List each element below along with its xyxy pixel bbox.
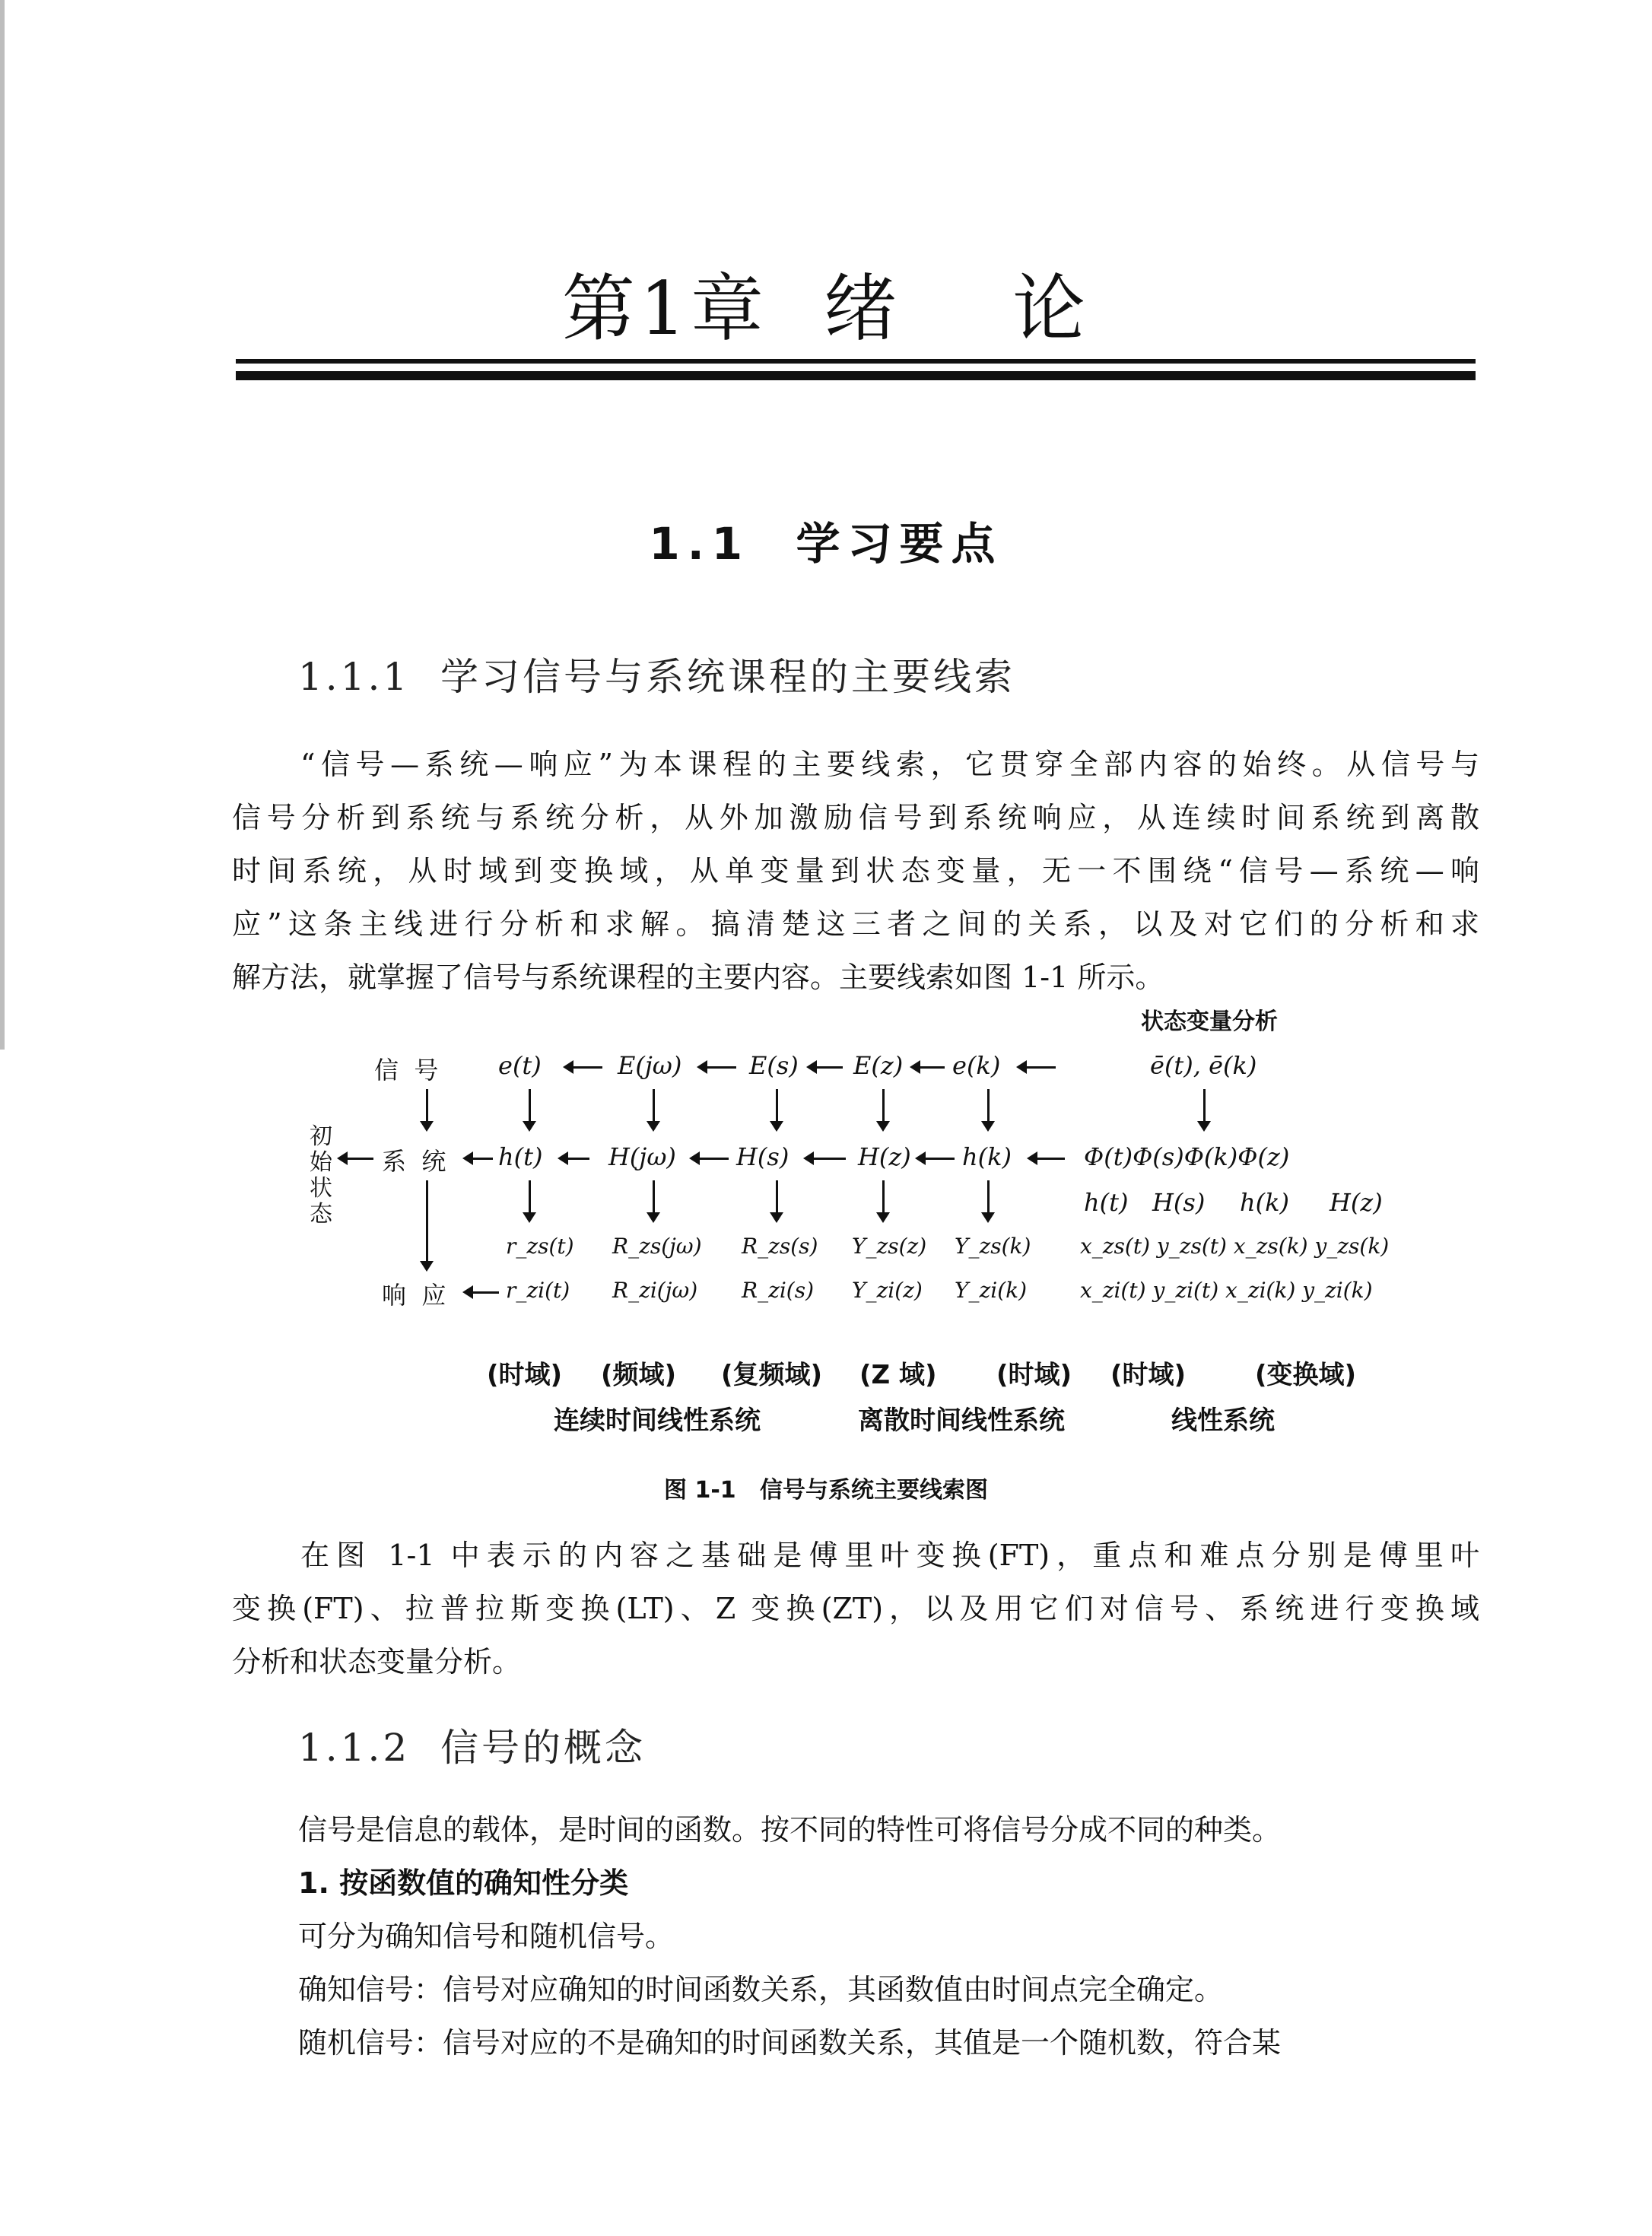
paragraph-line: 在图 1-1 中表示的内容之基础是傅里叶变换(FT)，重点和难点分别是傅里叶 <box>300 1539 1479 1572</box>
signal-e-k: e(k) <box>952 1051 1001 1080</box>
subsection-title-1-1-1: 1.1.1 学习信号与系统课程的主要线索 <box>298 655 1016 699</box>
classification-summary: 可分为确知信号和随机信号。 <box>298 1920 675 1953</box>
arrow-down <box>776 1089 778 1123</box>
system-row2-h-t: h(t) <box>1084 1188 1129 1217</box>
paragraph-line: 分析和状态变量分析。 <box>232 1645 522 1679</box>
system-type-label: 连续时间线性系统 <box>554 1405 761 1436</box>
arrow-down <box>529 1180 531 1214</box>
response-R-zs-s: R_zs(s) <box>742 1234 818 1259</box>
domain-label: (复频域) <box>721 1360 823 1390</box>
arrow-down <box>426 1089 428 1123</box>
arrow-down-long <box>426 1180 428 1263</box>
domain-label: (时域) <box>996 1360 1072 1390</box>
paragraph-line: 解方法，就掌握了信号与系统课程的主要内容。主要线索如图 1-1 所示。 <box>232 961 1164 994</box>
response-state-zs: x_zs(t) y_zs(t) x_zs(k) y_zs(k) <box>1080 1234 1390 1259</box>
response-Y-zi-z: Y_zi(z) <box>852 1278 923 1303</box>
response-r-zs: r_zs(t) <box>506 1234 574 1259</box>
signal-definition: 信号是信息的载体，是时间的函数。按不同的特性可将信号分成不同的种类。 <box>298 1813 1282 1847</box>
state-analysis-label: 状态变量分析 <box>1141 1008 1278 1035</box>
arrow-left <box>1025 1066 1056 1069</box>
system-H-s: H(s) <box>736 1142 789 1171</box>
arrow-left <box>919 1066 945 1069</box>
subsection-title-1-1-2: 1.1.2 信号的概念 <box>298 1726 647 1770</box>
response-Y-zs-z: Y_zs(z) <box>852 1234 927 1259</box>
system-type-label: 离散时间线性系统 <box>858 1405 1065 1436</box>
arrow-left <box>812 1158 846 1160</box>
paragraph-main-thread <box>232 738 1479 1004</box>
system-H-jw: H(jω) <box>608 1142 676 1171</box>
paragraph-line: 应”这条主线进行分析和求解。搞清楚这三者之间的关系，以及对它们的分析和求 <box>232 907 1479 941</box>
system-state-transition: Φ(t)Φ(s)Φ(k)Φ(z) <box>1084 1142 1290 1171</box>
arrow-left <box>472 1158 493 1160</box>
initial-state-char: 态 <box>310 1201 332 1228</box>
arrow-left <box>706 1066 736 1069</box>
arrow-down <box>653 1089 655 1123</box>
paragraph-line: 信号分析到系统与系统分析，从外加激励信号到系统响应，从连续时间系统到离散 <box>232 801 1479 834</box>
arrow-left <box>572 1066 602 1069</box>
arrow-left <box>567 1158 589 1160</box>
initial-state-char: 状 <box>310 1175 332 1202</box>
domain-label: (变换域) <box>1255 1360 1357 1390</box>
arrow-down <box>987 1180 990 1214</box>
classification-heading: 1. 按函数值的确知性分类 <box>298 1866 629 1900</box>
arrow-down <box>882 1180 885 1214</box>
arrow-left <box>698 1158 729 1160</box>
domain-label: (时域) <box>1110 1360 1187 1390</box>
domain-label: (Z 域) <box>859 1360 937 1390</box>
response-Y-zs-k: Y_zs(k) <box>955 1234 1031 1259</box>
signal-E-z: E(z) <box>853 1051 904 1080</box>
paragraph-line: 变换(FT)、拉普拉斯变换(LT)、Z 变换(ZT)，以及用它们对信号、系统进行变换域 <box>232 1592 1479 1625</box>
row-label-signal: 信 号 <box>374 1056 439 1085</box>
response-state-zi: x_zi(t) y_zi(t) x_zi(k) y_zi(k) <box>1080 1278 1373 1303</box>
arrow-down <box>882 1089 885 1123</box>
signal-state-vars: ē(t), ē(k) <box>1150 1051 1257 1080</box>
arrow-down <box>1203 1089 1206 1123</box>
row-label-system: 系 统 <box>382 1147 446 1176</box>
domain-label: (时域) <box>487 1360 563 1390</box>
row-label-response: 响 应 <box>382 1281 446 1310</box>
arrow-down <box>529 1089 531 1123</box>
system-h-t: h(t) <box>498 1142 543 1171</box>
title-rule-thin <box>236 359 1476 364</box>
arrow-left <box>472 1291 499 1294</box>
arrow-down <box>987 1089 990 1123</box>
arrow-down <box>776 1180 778 1214</box>
response-r-zi: r_zi(t) <box>506 1278 570 1303</box>
system-h-k: h(k) <box>962 1142 1012 1171</box>
arrow-left <box>924 1158 955 1160</box>
system-row2-H-z: H(z) <box>1330 1188 1383 1217</box>
arrow-left <box>346 1158 373 1160</box>
arrow-down <box>653 1180 655 1214</box>
paragraph-line: 时间系统，从时域到变换域，从单变量到状态变量，无一不围绕“信号—系统—响 <box>232 854 1479 888</box>
system-type-label: 线性系统 <box>1171 1405 1275 1436</box>
response-R-zi-s: R_zi(s) <box>742 1278 815 1303</box>
system-row2-H-s: H(s) <box>1152 1188 1206 1217</box>
figure-caption: 图 1-1 信号与系统主要线索图 <box>664 1477 988 1504</box>
initial-state-char: 始 <box>310 1149 332 1176</box>
initial-state-label <box>308 1124 334 1228</box>
system-H-z: H(z) <box>858 1142 911 1171</box>
chapter-title: 第1章 绪 论 <box>561 266 1091 351</box>
signal-E-s: E(s) <box>749 1051 799 1080</box>
signal-E-jw: E(jω) <box>618 1051 682 1080</box>
paragraph-figure-explanation <box>232 1529 1479 1688</box>
random-signal-def: 随机信号：信号对应的不是确知的时间函数关系，其值是一个随机数，符合某 <box>298 2026 1282 2060</box>
section-title: 1.1 学习要点 <box>649 518 1003 570</box>
deterministic-signal-def: 确知信号：信号对应确知的时间函数关系，其函数值由时间点完全确定。 <box>298 1973 1224 2006</box>
signal-e-t: e(t) <box>498 1051 542 1080</box>
initial-state-char: 初 <box>310 1123 332 1150</box>
response-R-zi-jw: R_zi(jω) <box>612 1278 698 1303</box>
title-rule-thick <box>236 371 1476 380</box>
paragraph-line: “信号—系统—响应”为本课程的主要线索，它贯穿全部内容的始终。从信号与 <box>300 748 1479 781</box>
system-row2-h-k: h(k) <box>1240 1188 1289 1217</box>
arrow-left <box>1036 1158 1065 1160</box>
arrow-left <box>815 1066 843 1069</box>
domain-label: (频域) <box>601 1360 677 1390</box>
response-Y-zi-k: Y_zi(k) <box>955 1278 1028 1303</box>
response-R-zs-jw: R_zs(jω) <box>612 1234 702 1259</box>
